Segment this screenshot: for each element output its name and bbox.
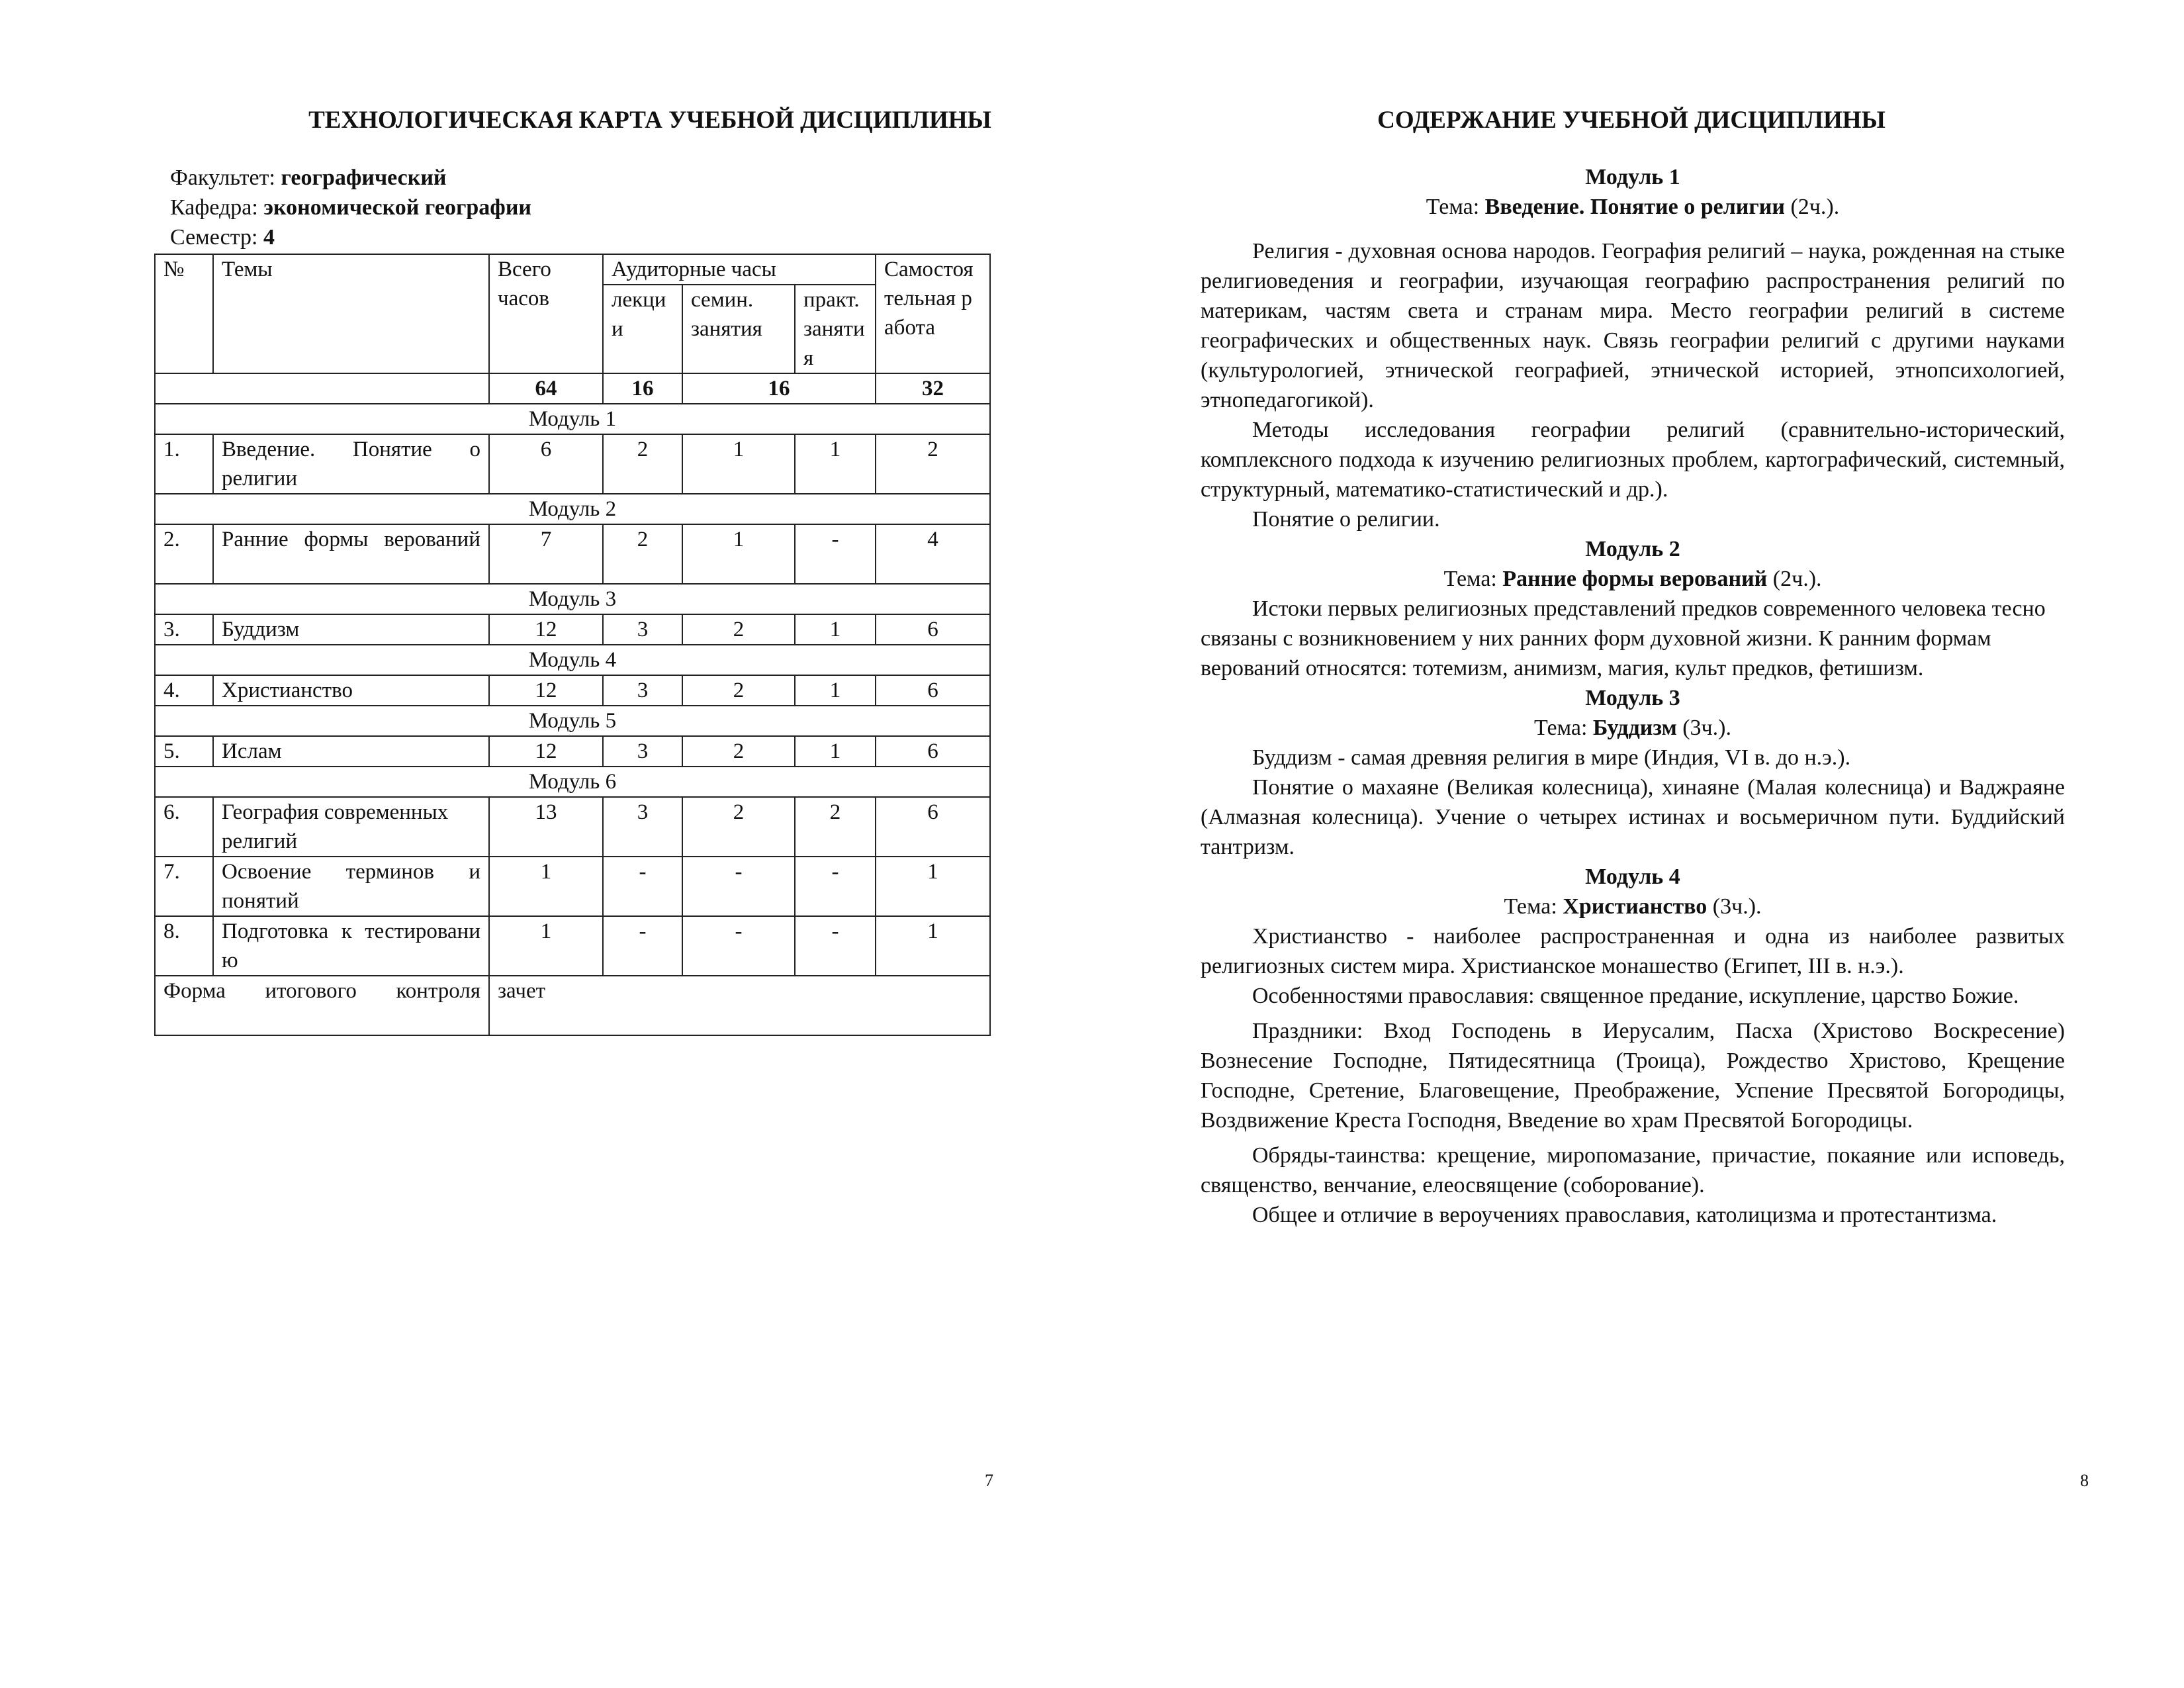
- topic-line: [1201, 713, 2065, 743]
- row-self: 4: [876, 524, 990, 584]
- row-num: 3.: [155, 614, 213, 645]
- topic-prefix: Тема:: [1504, 894, 1557, 919]
- table-row: [155, 916, 990, 976]
- header-total: Всего часов: [489, 254, 603, 373]
- module-label: Модуль 6: [155, 767, 990, 797]
- curriculum-table: [154, 254, 991, 1036]
- module-row: [155, 404, 990, 434]
- module-heading: Модуль 2: [1585, 537, 1680, 561]
- row-practice: -: [795, 524, 876, 584]
- row-self: 1: [876, 916, 990, 976]
- row-seminars: -: [682, 916, 795, 976]
- row-topic: Христианство: [213, 675, 489, 706]
- paragraph: Методы исследования географии религий (сравнительно-исторический, комплексного подхода к изучению религиозных проблем, картографический, системный, структурный, математико-статистический и др.).: [1201, 418, 2065, 502]
- table-row: [155, 434, 990, 494]
- row-seminars: -: [682, 857, 795, 916]
- module-label: Модуль 3: [155, 584, 990, 614]
- totals-row: [155, 373, 990, 404]
- table-row: [155, 736, 990, 767]
- row-total: 7: [489, 524, 603, 584]
- topic-line: [1201, 892, 2065, 921]
- topic-hours: (3ч.).: [1682, 716, 1731, 740]
- header-num: №: [155, 254, 213, 373]
- row-lectures: -: [603, 857, 682, 916]
- paragraph: Понятие о религии.: [1252, 507, 1440, 532]
- table-row: [155, 857, 990, 916]
- module-row: [155, 645, 990, 675]
- row-lectures: 3: [603, 675, 682, 706]
- row-self: 6: [876, 736, 990, 767]
- header-self: Самостоятельная работа: [876, 254, 990, 373]
- row-practice: 1: [795, 736, 876, 767]
- paragraph: Христианство - наиболее распространенная и одна из наиболее развитых религиозных систем мира. Христианское монашество (Египет, III в. н.э.).: [1201, 924, 2065, 978]
- module-row: [155, 767, 990, 797]
- module-heading: Модуль 4: [1585, 865, 1680, 889]
- row-topic: Введение. Понятие о религии: [213, 434, 489, 494]
- topic-prefix: Тема:: [1426, 195, 1480, 219]
- left-page-title: ТЕХНОЛОГИЧЕСКАЯ КАРТА УЧЕБНОЙ ДИСЦИПЛИНЫ: [308, 107, 991, 134]
- row-total: 12: [489, 675, 603, 706]
- topic-prefix: Тема:: [1534, 716, 1588, 740]
- row-num: 6.: [155, 797, 213, 857]
- paragraph: Обряды-таинства: крещение, миропомазание, причастие, покаяние или исповедь, священство, венчание, елеосвящение (соборование).: [1201, 1143, 2065, 1197]
- semester-line: [170, 225, 275, 250]
- row-practice: 2: [795, 797, 876, 857]
- header-auditory: Аудиторные часы: [603, 254, 876, 285]
- row-self: 1: [876, 857, 990, 916]
- topic-hours: (3ч.).: [1712, 894, 1762, 919]
- row-self: 2: [876, 434, 990, 494]
- module-label: Модуль 5: [155, 706, 990, 736]
- row-num: 7.: [155, 857, 213, 916]
- semester-value: 4: [263, 225, 275, 250]
- row-lectures: -: [603, 916, 682, 976]
- module-label: Модуль 4: [155, 645, 990, 675]
- row-practice: 1: [795, 675, 876, 706]
- row-topic: Ранние формы верований: [213, 524, 489, 584]
- row-lectures: 2: [603, 524, 682, 584]
- totals-self: 32: [876, 373, 990, 404]
- module-heading: Модуль 1: [1585, 165, 1680, 189]
- totals-seminars: 16: [682, 373, 876, 404]
- row-total: 6: [489, 434, 603, 494]
- topic-title: Христианство: [1563, 894, 1707, 919]
- row-seminars: 2: [682, 797, 795, 857]
- topic-title: Введение. Понятие о религии: [1484, 195, 1785, 219]
- faculty-value: географический: [281, 165, 447, 190]
- row-topic: Освоение терминов и понятий: [213, 857, 489, 916]
- row-seminars: 2: [682, 736, 795, 767]
- module-row: [155, 706, 990, 736]
- row-total: 13: [489, 797, 603, 857]
- row-topic: География современных религий: [213, 797, 489, 857]
- department-line: [170, 195, 531, 220]
- department-value: экономической географии: [263, 195, 532, 220]
- row-topic: Ислам: [213, 736, 489, 767]
- row-seminars: 1: [682, 434, 795, 494]
- row-total: 12: [489, 614, 603, 645]
- paragraph: Истоки первых религиозных представлений предков современного человека тесно связаны с возникновением у них ранних форм духовной жизни. К ранним формам верований относятся: тотемизм, анимизм, магия, культ предков, фетишизм.: [1201, 596, 2046, 680]
- faculty-line: [170, 165, 447, 191]
- faculty-label: Факультет:: [170, 165, 275, 190]
- right-page-title: СОДЕРЖАНИЕ УЧЕБНОЙ ДИСЦИПЛИНЫ: [1377, 107, 1886, 134]
- topic-title: Ранние формы верований: [1502, 567, 1768, 591]
- row-lectures: 2: [603, 434, 682, 494]
- row-practice: -: [795, 916, 876, 976]
- topic-hours: (2ч.).: [1790, 195, 1840, 219]
- row-total: 1: [489, 916, 603, 976]
- topic-title: Буддизм: [1592, 716, 1677, 740]
- table-row: [155, 797, 990, 857]
- control-row: [155, 976, 990, 1035]
- row-seminars: 2: [682, 675, 795, 706]
- paragraph: Буддизм - самая древняя религия в мире (Индия, VI в. до н.э.).: [1252, 745, 1851, 770]
- row-num: 5.: [155, 736, 213, 767]
- row-num: 2.: [155, 524, 213, 584]
- row-practice: -: [795, 857, 876, 916]
- module-label: Модуль 2: [155, 494, 990, 524]
- paragraph: Общее и отличие в вероучениях православия, католицизма и протестантизма.: [1252, 1203, 1997, 1227]
- totals-blank: [155, 373, 489, 404]
- module-row: [155, 584, 990, 614]
- row-num: 1.: [155, 434, 213, 494]
- totals-lectures: 16: [603, 373, 682, 404]
- course-content: [1201, 162, 2065, 1230]
- row-seminars: 2: [682, 614, 795, 645]
- header-row-1: [155, 254, 990, 285]
- row-lectures: 3: [603, 797, 682, 857]
- control-value: зачет: [489, 976, 990, 1035]
- totals-total: 64: [489, 373, 603, 404]
- row-self: 6: [876, 614, 990, 645]
- module-heading: Модуль 3: [1585, 686, 1680, 710]
- row-num: 8.: [155, 916, 213, 976]
- row-topic: Подготовка к тестированию: [213, 916, 489, 976]
- semester-label: Семестр:: [170, 225, 258, 250]
- header-topics: Темы: [213, 254, 489, 373]
- row-self: 6: [876, 675, 990, 706]
- table-row: [155, 524, 990, 584]
- topic-line: [1201, 564, 2065, 594]
- paragraph: Религия - духовная основа народов. География религий – наука, рожденная на стыке религиоведения и географии, изучающая географию распространения религий по материкам, частям света и странам мира. Место географии религий в системе географических и общественных наук. Связь географии религий с другими науками (культурологией, этнической географией, этнической историей, этнопсихологией, этнопедагогикой).: [1201, 239, 2065, 412]
- topic-line: [1201, 192, 2065, 222]
- topic-hours: (2ч.).: [1772, 567, 1822, 591]
- row-topic: Буддизм: [213, 614, 489, 645]
- paragraph: Особенностями православия: священное предание, искупление, царство Божие.: [1252, 984, 2019, 1008]
- header-lectures: лекции: [603, 285, 682, 373]
- row-seminars: 1: [682, 524, 795, 584]
- row-total: 12: [489, 736, 603, 767]
- control-label: Форма итогового контроля: [155, 976, 489, 1035]
- table-row: [155, 675, 990, 706]
- header-seminars: семин. занятия: [682, 285, 795, 373]
- row-num: 4.: [155, 675, 213, 706]
- row-total: 1: [489, 857, 603, 916]
- row-practice: 1: [795, 434, 876, 494]
- department-label: Кафедра:: [170, 195, 258, 220]
- header-practice: практ. занятия: [795, 285, 876, 373]
- row-lectures: 3: [603, 614, 682, 645]
- row-lectures: 3: [603, 736, 682, 767]
- module-row: [155, 494, 990, 524]
- table-row: [155, 614, 990, 645]
- page-number-left: 7: [985, 1471, 993, 1490]
- topic-prefix: Тема:: [1443, 567, 1497, 591]
- paragraph: Понятие о махаяне (Великая колесница), хинаяне (Малая колесница) и Ваджраяне (Алмазная колесница). Учение о четырех истинах и восьмеричном пути. Буддийский тантризм.: [1201, 775, 2065, 859]
- paragraph: Праздники: Вход Господень в Иерусалим, Пасха (Христово Воскресение) Вознесение Господне, Пятидесятница (Троица), Рождество Христово, Крещение Господне, Сретение, Благовещение, Преображение, Успение Пресвятой Богородицы, Воздвижение Креста Господня, Введение во храм Пресвятой Богородицы.: [1201, 1019, 2065, 1133]
- row-self: 6: [876, 797, 990, 857]
- row-practice: 1: [795, 614, 876, 645]
- page-number-right: 8: [2080, 1471, 2089, 1490]
- module-label: Модуль 1: [155, 404, 990, 434]
